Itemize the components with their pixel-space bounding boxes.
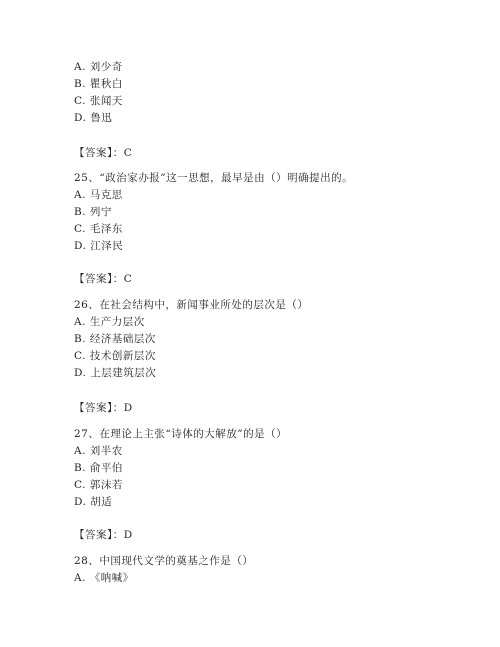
question-27-option-a: A. 刘半农 [74, 445, 123, 457]
question-26-stem: 26、在社会结构中，新闻事业所处的层次是（） [74, 299, 309, 311]
question-25-answer: 【答案】：C [74, 273, 133, 285]
question-26-answer: 【答案】：D [74, 402, 133, 414]
option-b: B. 瞿秋白 [74, 78, 123, 90]
question-25-option-d: D. 江泽民 [74, 240, 124, 252]
question-27-option-d: D. 胡适 [74, 496, 113, 508]
question-26-option-d: D. 上层建筑层次 [74, 367, 157, 379]
question-26-option-b: B. 经济基础层次 [74, 333, 156, 345]
question-27-answer: 【答案】：D [74, 529, 133, 541]
question-27-stem: 27、在理论上主张“诗体的大解放”的是（） [74, 428, 288, 440]
answer-line: 【答案】：C [74, 147, 133, 159]
option-d: D. 鲁迅 [74, 112, 113, 124]
question-25-option-a: A. 马克思 [74, 189, 123, 201]
question-26-option-a: A. 生产力层次 [74, 316, 145, 328]
question-26-option-c: C. 技术创新层次 [74, 350, 156, 362]
question-25-option-b: B. 列宁 [74, 206, 112, 218]
question-27-option-c: C. 郭沫若 [74, 479, 123, 491]
question-25-stem: 25、“政治家办报”这一思想，最早是由（）明确提出的。 [74, 172, 354, 184]
question-27-option-b: B. 俞平伯 [74, 462, 123, 474]
question-28-option-a: A. 《呐喊》 [74, 572, 134, 584]
option-a: A. 刘少奇 [74, 61, 123, 73]
question-28-stem: 28、中国现代文学的奠基之作是（） [74, 555, 254, 567]
option-c: C. 张闻天 [74, 95, 123, 107]
question-25-option-c: C. 毛泽东 [74, 223, 123, 235]
